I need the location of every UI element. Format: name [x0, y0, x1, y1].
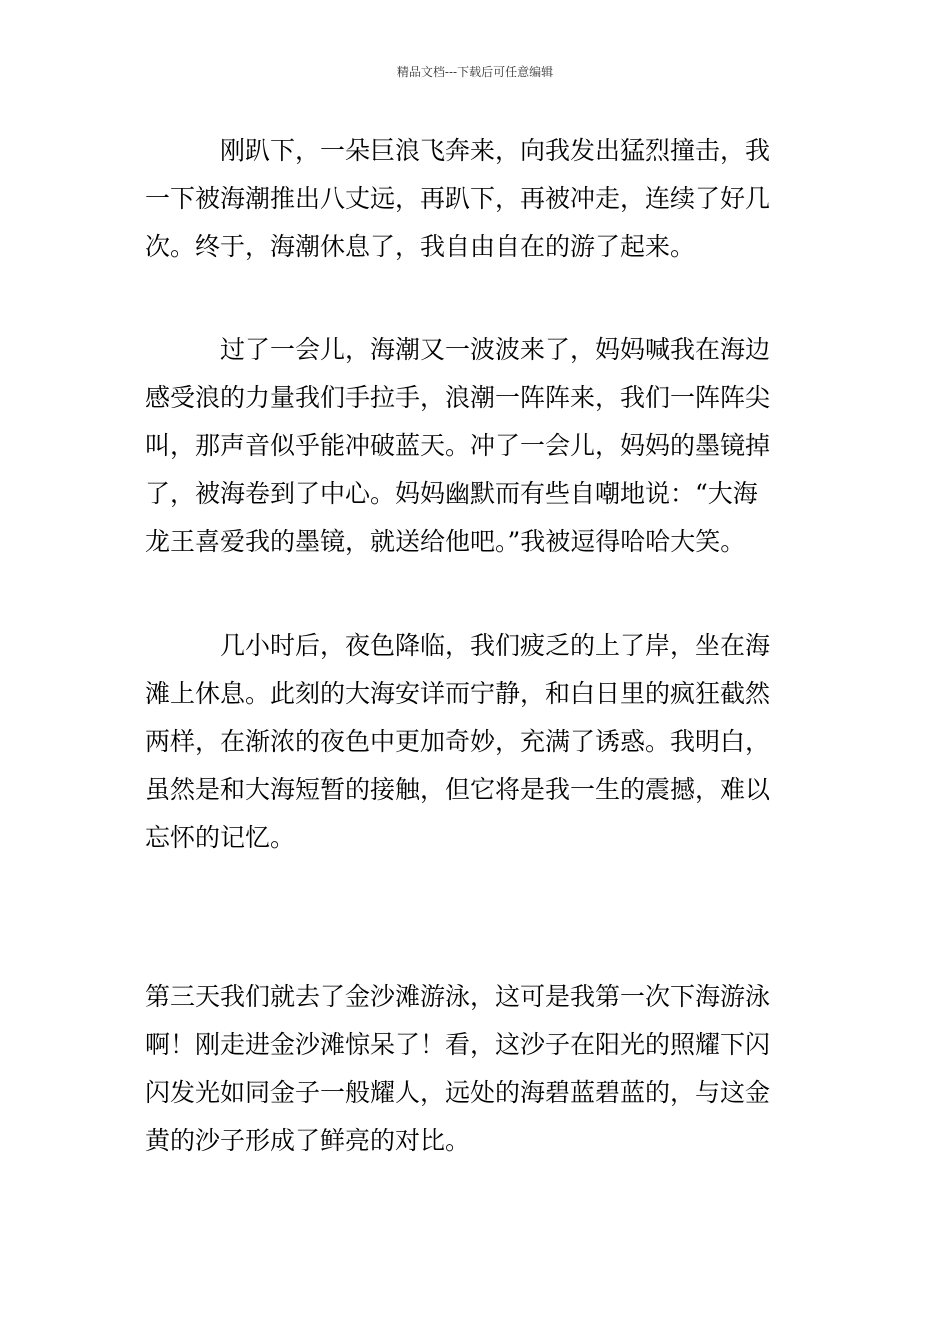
paragraph-4: [145, 973, 807, 1165]
text-line: 了，被海卷到了中心。妈妈幽默而有些自嘲地说：“大海: [145, 479, 758, 508]
paragraph-1: [145, 127, 807, 271]
text-line: 滩上休息。此刻的大海安详而宁静，和白日里的疯狂截然: [145, 679, 771, 708]
text-line: 过了一会儿，海潮又一波波来了，妈妈喊我在海边: [145, 335, 771, 364]
text-line: 两样，在渐浓的夜色中更加奇妙，充满了诱惑。我明白，: [145, 727, 771, 756]
paragraph-2: [145, 326, 807, 566]
text-line: 虽然是和大海短暂的接触，但它将是我一生的震撼，难以: [145, 775, 771, 804]
text-line: 龙王喜爱我的墨镜，就送给他吧。”我被逗得哈哈大笑。: [145, 527, 746, 556]
text-line: 一下被海潮推出八丈远，再趴下，再被冲走，连续了好几: [145, 184, 771, 213]
text-line: 忘怀的记忆。: [145, 823, 296, 852]
text-line: 叫，那声音似乎能冲破蓝天。冲了一会儿，妈妈的墨镜掉: [145, 431, 771, 460]
text-line: 闪发光如同金子一般耀人，远处的海碧蓝碧蓝的，与这金: [145, 1078, 771, 1107]
text-line: 第三天我们就去了金沙滩游泳，这可是我第一次下海游泳: [145, 982, 771, 1011]
text-line: 刚趴下，一朵巨浪飞奔来，向我发出猛烈撞击，我: [145, 136, 771, 165]
text-line: 感受浪的力量我们手拉手，浪潮一阵阵来，我们一阵阵尖: [145, 383, 771, 412]
paragraph-3: [145, 622, 807, 862]
text-line: 几小时后，夜色降临，我们疲乏的上了岸，坐在海: [145, 631, 771, 660]
text-line: 黄的沙子形成了鲜亮的对比。: [145, 1126, 471, 1155]
text-line: 啊！刚走进金沙滩惊呆了！看，这沙子在阳光的照耀下闪: [145, 1030, 771, 1059]
page-header: 精品文档---下载后可任意编辑: [396, 65, 554, 79]
text-line: 次。终于，海潮休息了，我自由自在的游了起来。: [145, 232, 696, 261]
